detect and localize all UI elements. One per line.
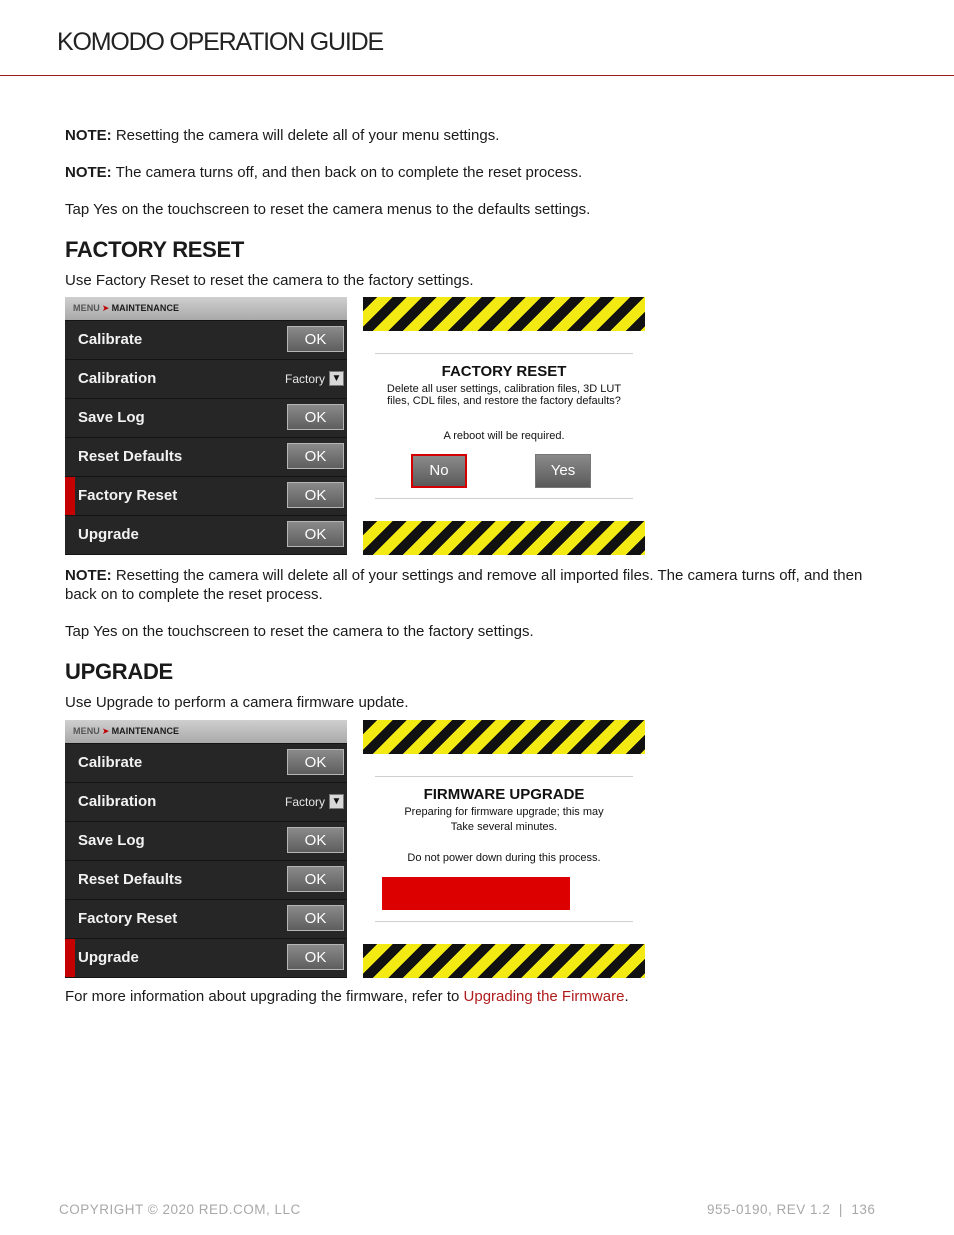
menu-item-label: Calibrate	[78, 331, 143, 348]
tap-yes-defaults: Tap Yes on the touchscreen to reset the camera menus to the defaults settings.	[65, 201, 591, 218]
calibrate-ok-button[interactable]: OK	[287, 326, 344, 352]
dialog-divider	[375, 776, 633, 777]
dialog-warning: Do not power down during this process.	[407, 852, 601, 864]
dialog-title: FIRMWARE UPGRADE	[423, 786, 585, 803]
menu-item-label: Calibrate	[78, 754, 143, 771]
dialog-divider	[375, 921, 633, 922]
upgrade-heading: UPGRADE	[65, 659, 173, 684]
menu-breadcrumb	[65, 297, 347, 320]
save-log-ok-button[interactable]: OK	[287, 827, 344, 853]
footer-copyright: COPYRIGHT © 2020 RED.COM, LLC	[59, 1202, 301, 1217]
menu-item-calibrate[interactable]	[65, 321, 347, 359]
note-text: Resetting the camera will delete all of your settings and remove all imported files. The camera turns off, and then back on to complete the reset process.	[65, 567, 863, 603]
maintenance-menu-factory-reset	[65, 297, 347, 555]
calibration-dropdown-value[interactable]: Factory	[284, 795, 325, 809]
upgrade-ok-button[interactable]: OK	[287, 521, 344, 547]
breadcrumb-arrow-icon: ➤	[101, 726, 110, 736]
dialog-divider	[375, 498, 633, 499]
reset-defaults-ok-button[interactable]: OK	[287, 443, 344, 469]
dialog-reboot-text: A reboot will be required.	[443, 430, 565, 442]
menu-item-save-log[interactable]	[65, 822, 347, 860]
menu-item-calibration[interactable]	[65, 360, 347, 398]
factory-reset-dialog	[363, 297, 645, 555]
dialog-message-line1: Preparing for firmware upgrade; this may	[404, 806, 604, 818]
breadcrumb-current: MAINTENANCE	[111, 726, 180, 736]
menu-item-calibrate[interactable]	[65, 744, 347, 782]
hazard-stripe-bottom	[363, 521, 645, 555]
factory-reset-ok-button[interactable]: OK	[287, 905, 344, 931]
firmware-progress-bar	[382, 877, 570, 910]
menu-item-label: Factory Reset	[78, 487, 178, 504]
factory-reset-description: Use Factory Reset to reset the camera to the factory settings.	[65, 272, 474, 289]
breadcrumb-root: MENU	[73, 726, 100, 736]
hazard-stripe-bottom	[363, 944, 645, 978]
hazard-stripe-top	[363, 297, 645, 331]
menu-item-label: Calibration	[78, 370, 157, 387]
more-info-text: For more information about upgrading the firmware, refer to	[65, 988, 464, 1005]
breadcrumb-root: MENU	[73, 303, 100, 313]
factory-reset-heading: FACTORY RESET	[65, 237, 245, 262]
note-label: NOTE:	[65, 567, 112, 584]
menu-breadcrumb	[65, 720, 347, 743]
chevron-down-icon[interactable]: ▼	[329, 794, 344, 809]
upgrade-ok-button[interactable]: OK	[287, 944, 344, 970]
menu-item-label: Factory Reset	[78, 910, 178, 927]
document-title: KOMODO OPERATION GUIDE	[57, 28, 383, 56]
menu-item-reset-defaults[interactable]	[65, 861, 347, 899]
menu-item-label: Calibration	[78, 793, 157, 810]
factory-reset-note	[65, 566, 885, 604]
maintenance-menu-upgrade	[65, 720, 347, 978]
calibrate-ok-button[interactable]: OK	[287, 749, 344, 775]
menu-item-upgrade[interactable]	[65, 516, 347, 554]
chevron-down-icon[interactable]: ▼	[329, 371, 344, 386]
dialog-message: Delete all user settings, calibration files, 3D LUT files, CDL files, and restore the factory defaults?	[386, 383, 622, 407]
breadcrumb-arrow-icon: ➤	[101, 303, 110, 313]
menu-item-save-log[interactable]	[65, 399, 347, 437]
menu-item-upgrade[interactable]	[65, 939, 347, 977]
breadcrumb-current: MAINTENANCE	[111, 303, 180, 313]
no-button[interactable]: No	[411, 454, 467, 488]
yes-button[interactable]: Yes	[535, 454, 591, 488]
save-log-ok-button[interactable]: OK	[287, 404, 344, 430]
menu-item-label: Upgrade	[78, 526, 139, 543]
reset-defaults-ok-button[interactable]: OK	[287, 866, 344, 892]
upgrade-description: Use Upgrade to perform a camera firmware update.	[65, 694, 409, 711]
menu-item-reset-defaults[interactable]	[65, 438, 347, 476]
menu-item-label: Save Log	[78, 832, 145, 849]
note-label: NOTE:	[65, 164, 112, 181]
menu-item-label: Reset Defaults	[78, 448, 183, 465]
dialog-message-line2: Take several minutes.	[450, 821, 558, 833]
note-reset-process	[65, 163, 885, 182]
tap-yes-factory: Tap Yes on the touchscreen to reset the camera to the factory settings.	[65, 623, 534, 640]
note-label: NOTE:	[65, 127, 112, 144]
menu-item-label: Save Log	[78, 409, 145, 426]
dialog-title: FACTORY RESET	[441, 363, 567, 380]
firmware-upgrade-dialog	[363, 720, 645, 978]
note-text: Resetting the camera will delete all of your menu settings.	[111, 127, 500, 144]
calibration-dropdown-value[interactable]: Factory	[284, 372, 325, 386]
menu-item-label: Upgrade	[78, 949, 139, 966]
dialog-divider	[375, 353, 633, 354]
footer-doc-revision: 955-0190, REV 1.2 | 136	[707, 1202, 876, 1217]
hazard-stripe-top	[363, 720, 645, 754]
menu-item-label: Reset Defaults	[78, 871, 183, 888]
upgrading-firmware-link[interactable]: Upgrading the Firmware	[463, 988, 625, 1005]
note-menu-settings	[65, 126, 885, 145]
menu-item-factory-reset[interactable]	[65, 900, 347, 938]
factory-reset-ok-button[interactable]: OK	[287, 482, 344, 508]
header-divider	[0, 75, 954, 76]
menu-item-factory-reset[interactable]	[65, 477, 347, 515]
note-text: The camera turns off, and then back on to complete the reset process.	[111, 164, 583, 181]
more-info-end: .	[624, 988, 629, 1005]
menu-item-calibration[interactable]	[65, 783, 347, 821]
upgrade-more-info	[65, 987, 885, 1006]
